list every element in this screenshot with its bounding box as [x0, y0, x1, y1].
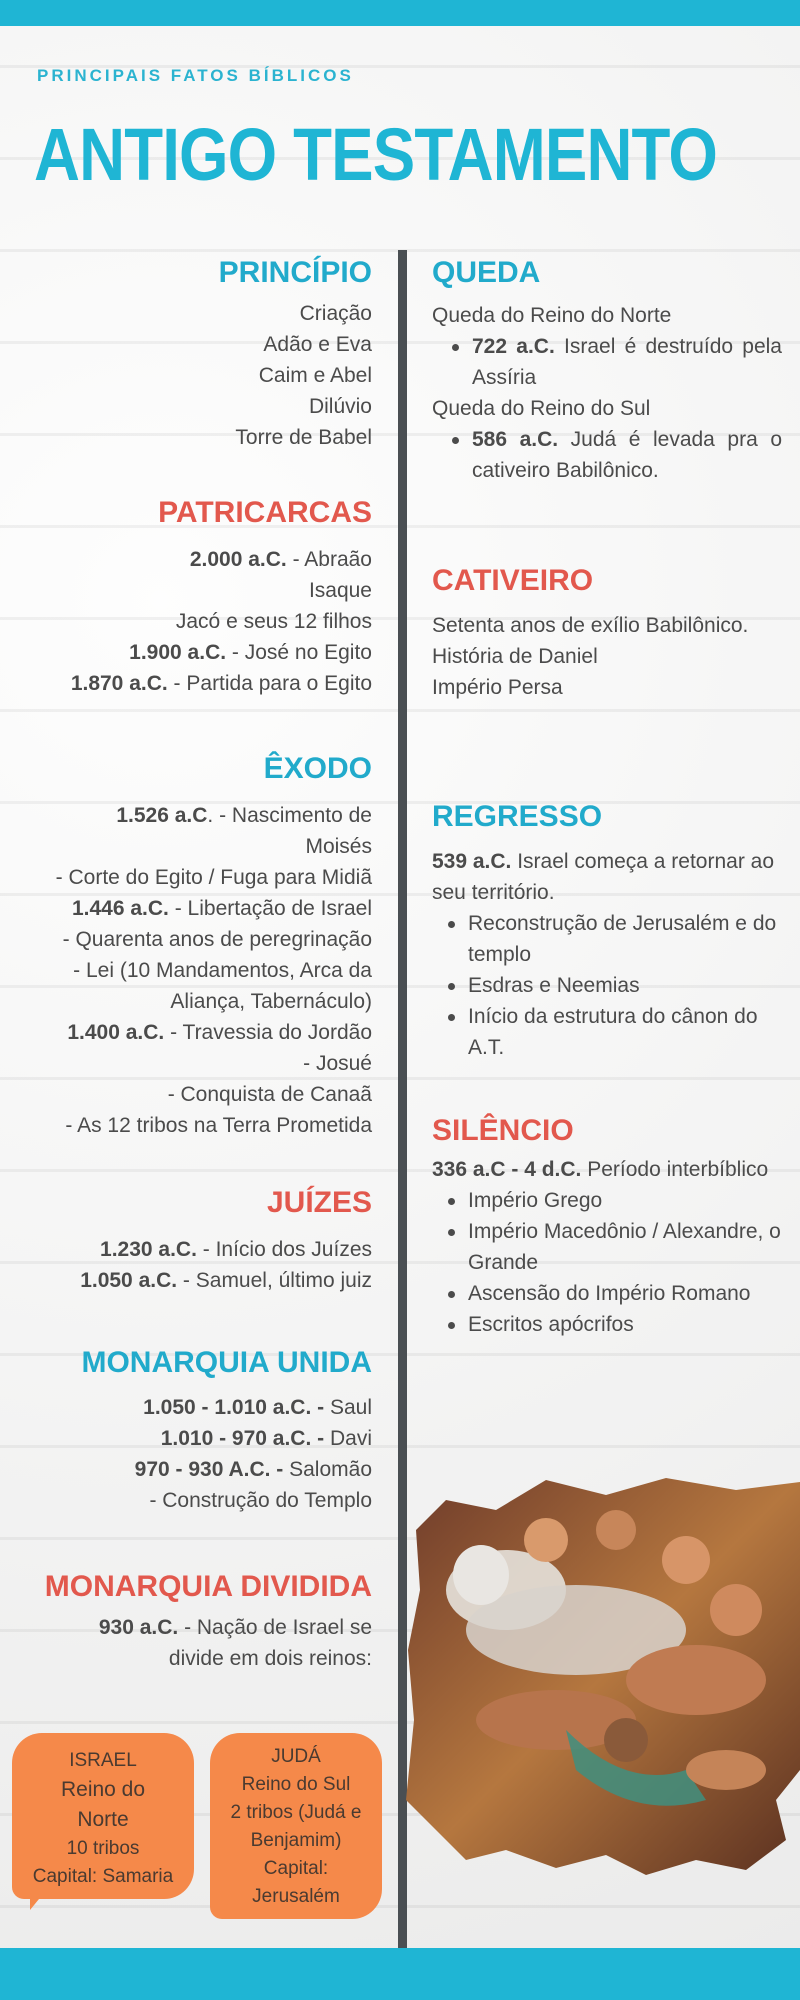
event-text: - Travessia do Jordão — [164, 1021, 372, 1044]
exodo-line: - Conquista de Canaã — [167, 1083, 372, 1106]
section-exodo — [10, 752, 372, 1141]
juizes-line — [10, 1265, 372, 1296]
exodo-line: Aliança, Tabernáculo) — [170, 990, 372, 1013]
silencio-intro — [432, 1154, 782, 1185]
israel-box-line: ISRAEL — [69, 1750, 137, 1771]
juda-box-line: JUDÁ — [271, 1746, 321, 1767]
juda-box-line: Jerusalém — [252, 1886, 340, 1907]
principio-item: Adão e Eva — [263, 333, 372, 356]
queda-norte-label: Queda do Reino do Norte — [432, 304, 672, 327]
silencio-bullet: Escritos apócrifos — [468, 1309, 782, 1340]
event-text: - Início dos Juízes — [196, 1238, 372, 1261]
event-text: Israel começa a retornar ao seu território. — [432, 850, 775, 904]
section-juizes — [10, 1186, 372, 1296]
date-label: 336 a.C - 4 d.C. — [432, 1158, 582, 1181]
section-title-principio: PRINCÍPIO — [218, 256, 372, 289]
section-title-queda: QUEDA — [432, 256, 541, 289]
event-text: Israel é destruído pela Assíria — [472, 335, 782, 389]
page-title: ANTIGO TESTAMENTO — [34, 113, 718, 196]
exodo-line: - Lei (10 Mandamentos, Arca da — [73, 959, 372, 982]
section-title-silencio: SILÊNCIO — [432, 1114, 574, 1147]
patriarcas-line: Isaque — [308, 579, 372, 602]
section-title-monarquia-unida: MONARQUIA UNIDA — [81, 1346, 372, 1379]
section-principio — [10, 256, 372, 453]
section-title-monarquia-dividida: MONARQUIA DIVIDIDA — [44, 1570, 372, 1603]
juda-box-line: 2 tribos (Judá e — [230, 1802, 362, 1823]
event-text: - Nação de Israel se — [178, 1616, 372, 1639]
exodo-line — [10, 1017, 372, 1048]
principio-item: Dilúvio — [308, 395, 372, 418]
monarquia-unida-line: - Construção do Templo — [149, 1489, 372, 1512]
regresso-bullet: Início da estrutura do cânon do A.T. — [468, 1001, 782, 1063]
regresso-bullet: Esdras e Neemias — [468, 970, 782, 1001]
date-label: 1.050 a.C. — [80, 1269, 178, 1292]
principio-item: Criação — [299, 302, 372, 325]
juizes-line — [10, 1234, 372, 1265]
israel-box-tail — [30, 1888, 48, 1910]
exodo-line: - Quarenta anos de peregrinação — [62, 928, 372, 951]
exodo-line: - Corte do Egito / Fuga para Midiã — [55, 866, 372, 889]
date-label: 2.000 a.C. — [189, 548, 287, 571]
event-text: - Samuel, último juiz — [177, 1269, 372, 1292]
israel-box-line: Norte — [77, 1808, 129, 1831]
date-label: 1.050 - 1.010 a.C. - — [143, 1396, 325, 1419]
date-label: 722 a.C. — [472, 335, 555, 358]
section-title-cativeiro: CATIVEIRO — [432, 564, 594, 597]
event-text: Davi — [324, 1427, 372, 1450]
regresso-intro — [432, 846, 782, 908]
fresco-artwork-image — [406, 1470, 800, 1880]
queda-bullet — [472, 424, 782, 486]
header-kicker: PRINCIPAIS FATOS BÍBLICOS — [37, 66, 354, 85]
patriarcas-line: Jacó e seus 12 filhos — [175, 610, 372, 633]
israel-box-line: Reino do — [60, 1778, 146, 1801]
silencio-bullet: Ascensão do Império Romano — [468, 1278, 782, 1309]
date-label: 1.870 a.C. — [70, 672, 168, 695]
exodo-line — [10, 800, 372, 831]
section-patriarcas — [10, 496, 372, 699]
event-text: - Libertação de Israel — [168, 897, 372, 920]
date-label: 930 a.C. — [98, 1616, 179, 1639]
date-label: 1.900 a.C. — [129, 641, 227, 664]
section-title-exodo: ÊXODO — [263, 752, 372, 785]
event-text: Salomão — [283, 1458, 372, 1481]
israel-box-line: 10 tribos — [66, 1838, 140, 1859]
date-label: 586 a.C. — [472, 428, 559, 451]
exodo-line — [10, 893, 372, 924]
section-regresso — [432, 800, 782, 1063]
juda-box-line: Capital: — [263, 1858, 329, 1879]
exodo-line: - Josué — [303, 1052, 372, 1075]
cativeiro-item: Império Persa — [432, 676, 563, 699]
monarquia-unida-line — [10, 1423, 372, 1454]
exodo-line: Moisés — [305, 835, 372, 858]
patriarcas-line — [10, 637, 372, 668]
section-title-patriarcas: PATRICARCAS — [158, 496, 372, 529]
juda-box-line: Benjamim) — [250, 1830, 342, 1851]
event-text: - Partida para o Egito — [167, 672, 372, 695]
date-label: 970 - 930 A.C. - — [134, 1458, 284, 1481]
exodo-line: - As 12 tribos na Terra Prometida — [65, 1114, 372, 1137]
patriarcas-line — [10, 668, 372, 699]
date-label: 1.446 a.C. — [71, 897, 169, 920]
date-label: 1.400 a.C. — [67, 1021, 165, 1044]
event-text: Período interbíblico — [581, 1158, 769, 1181]
monarquia-unida-line — [10, 1454, 372, 1485]
juda-box — [210, 1733, 382, 1919]
monarquia-dividida-line — [10, 1612, 372, 1643]
date-label: 1.010 - 970 a.C. - — [160, 1427, 325, 1450]
date-label: 1.230 a.C. — [100, 1238, 197, 1261]
bottom-accent-bar — [0, 1948, 800, 2000]
section-queda — [432, 256, 782, 486]
principio-item: Caim e Abel — [258, 364, 372, 387]
patriarcas-line — [10, 544, 372, 575]
cativeiro-item: Setenta anos de exílio Babilônico. — [432, 614, 749, 637]
queda-bullet — [472, 331, 782, 393]
event-text: . - Nascimento de — [207, 804, 372, 827]
date-label: 539 a.C. — [432, 850, 512, 873]
principio-item: Torre de Babel — [235, 426, 372, 449]
section-silencio — [432, 1114, 782, 1340]
section-cativeiro — [432, 564, 782, 703]
section-monarquia-unida — [10, 1346, 372, 1516]
israel-box-line: Capital: Samaria — [32, 1866, 174, 1887]
section-title-regresso: REGRESSO — [432, 800, 603, 833]
event-text: - José no Egito — [226, 641, 372, 664]
date-label: 1.526 a.C — [116, 804, 208, 827]
silencio-bullet: Império Grego — [468, 1185, 782, 1216]
silencio-bullet: Império Macedônio / Alexandre, o Grande — [468, 1216, 782, 1278]
top-accent-bar — [0, 0, 800, 26]
event-text: Saul — [324, 1396, 372, 1419]
section-monarquia-dividida — [10, 1570, 372, 1674]
juda-box-line: Reino do Sul — [241, 1774, 351, 1795]
monarquia-unida-line — [10, 1392, 372, 1423]
queda-sul-label: Queda do Reino do Sul — [432, 397, 651, 420]
cativeiro-item: História de Daniel — [432, 645, 598, 668]
event-text: - Abraão — [286, 548, 372, 571]
section-title-juizes: JUÍZES — [266, 1186, 372, 1219]
regresso-bullet: Reconstrução de Jerusalém e do templo — [468, 908, 782, 970]
israel-box — [12, 1733, 194, 1899]
monarquia-dividida-line: divide em dois reinos: — [168, 1647, 372, 1670]
event-text: Judá é levada pra o cativeiro Babilônico. — [472, 428, 782, 482]
